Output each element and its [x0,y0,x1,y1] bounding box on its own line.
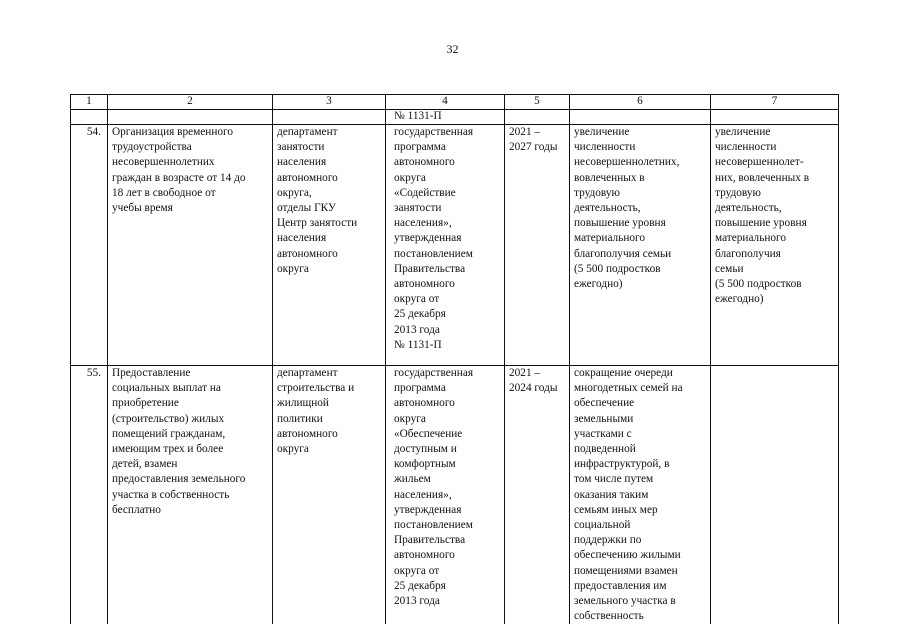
indicator-cell [711,125,839,366]
cell-line: 2024 годы [509,382,558,395]
cell-line: округа от [394,564,440,577]
continuation-cell [505,110,570,125]
cell-line: том числе путем [574,473,654,486]
cell-line: подведенной [574,443,636,456]
cell-line: материального [715,232,787,245]
cell-line: увеличение [715,126,771,138]
cell-line: учебы время [112,202,173,215]
cell-line: автономного [277,427,338,440]
cell-line: (5 500 подростков [574,262,661,275]
cell-line: трудоустройства [112,141,192,154]
cell-line: занятости [394,202,442,215]
cell-line: 2027 годы [509,141,558,154]
cell-line: департамент [277,126,338,138]
cell-line: сокращение очереди [574,367,673,379]
cell-line: доступным и [394,443,457,456]
cell-line: отделы ГКУ [277,202,336,215]
continuation-cell [570,110,711,125]
cell-line: ежегодно) [715,293,764,306]
cell-line: округа [277,443,309,456]
header-cell: 1 [71,95,108,110]
cell-line: комфортным [394,458,456,471]
cell-line: жилищной [277,397,329,410]
cell-line: Предоставление [112,367,191,379]
cell-line: социальной [574,519,631,532]
cell-line: «Обеспечение [394,427,463,440]
cell-line: численности [715,141,777,154]
cell-line: утвержденная [394,232,462,245]
cell-line: деятельность, [715,202,782,215]
cell-line: увеличение [574,126,630,138]
cell-line: (5 500 подростков [715,278,802,291]
cell-line: собственность [574,610,644,623]
header-cell: 3 [273,95,386,110]
cell-line: земельными [574,412,634,425]
cell-line: постановлением [394,519,473,532]
cell-line: утвержденная [394,503,462,516]
period-cell [505,366,570,625]
cell-line: них, вовлеченных в [715,171,810,184]
cell-line: детей, взамен [112,458,178,471]
cell-line: Центр занятости [277,217,358,230]
period-cell [505,125,570,366]
header-row [71,95,839,110]
cell-line: материального [574,232,646,245]
cell-line: автономного [394,278,455,291]
cell-line: департамент [277,367,338,379]
cell-line: имеющим трех и более [112,443,224,456]
cell-line: 2021 – [509,367,541,379]
cell-line: помещений гражданам, [112,427,226,440]
cell-line: автономного [394,549,455,562]
cell-line: участками с [574,427,632,440]
cell-line: численности [574,141,636,154]
cell-line: программа [394,141,446,154]
cell-line: Правительства [394,534,466,547]
cell-line: населения», [394,217,452,230]
header-cell: 2 [108,95,273,110]
cell-line: округа от [394,293,440,306]
table-row [71,125,839,366]
cell-line: постановлением [394,247,473,260]
cell-line: деятельность, [574,202,641,215]
continuation-cell [108,110,273,125]
cell-line: земельного участка в [574,595,676,608]
page-number: 32 [446,42,459,56]
cell-line: 2013 года [394,595,440,608]
header-cell: 5 [505,95,570,110]
cell-line: Правительства [394,262,466,275]
cell-line: программа [394,382,446,395]
cell-line: обеспечению жилыми [574,549,681,562]
program-table [70,94,839,624]
program-cell [386,366,505,625]
cell-line: 2013 года [394,323,440,336]
cell-line: населения [277,156,327,169]
cell-line: занятости [277,141,325,154]
cell-line: политики [277,412,323,425]
cell-line: поддержки по [574,534,642,547]
cell-line: автономного [394,156,455,169]
cell-line: автономного [277,247,338,260]
cell-line: ежегодно) [574,278,623,291]
cell-line: населения [277,232,327,245]
cell-line: автономного [277,171,338,184]
cell-line: 25 декабря [394,308,446,321]
cell-line: № 1131-П [394,338,442,351]
cell-line: благополучия семьи [574,247,672,260]
cell-line: бесплатно [112,503,161,516]
cell-line: повышение уровня [715,217,807,230]
cell-line: строительства и [277,382,355,395]
activity-cell [108,366,273,625]
result-cell [570,125,711,366]
cell-line: приобретение [112,397,179,410]
header-cell: 7 [711,95,839,110]
table-row [71,366,839,625]
cell-line: округа [394,412,426,425]
row-number: 54. [71,125,108,366]
cell-line: несовершеннолетних [112,156,215,169]
cell-line: государственная [394,367,474,379]
cell-line: округа, [277,186,312,199]
continuation-cell [711,110,839,125]
result-cell [570,366,711,625]
cell-line: граждан в возрасте от 14 до [112,171,246,184]
cell-line: оказания таким [574,488,649,501]
cell-line: несовершеннолет- [715,156,804,169]
cell-line: обеспечение [574,397,635,410]
indicator-cell [711,366,839,625]
cell-line: трудовую [574,186,620,199]
header-cell: 4 [386,95,505,110]
header-cell: 6 [570,95,711,110]
continuation-cell [71,110,108,125]
cell-line: предоставления им [574,579,667,592]
cell-line: округа [277,262,309,275]
program-cell [386,125,505,366]
cell-line: автономного [394,397,455,410]
cell-line: предоставления земельного [112,473,246,486]
continuation-cell: № 1131-П [386,110,505,125]
cell-line: 18 лет в свободное от [112,186,216,199]
cell-line: округа [394,171,426,184]
cell-line: населения», [394,488,452,501]
cell-line: семьи [715,262,744,275]
cell-line: помещениями взамен [574,564,678,577]
cell-line: трудовую [715,186,761,199]
cell-line: благополучия [715,247,781,260]
cell-line: «Содействие [394,186,456,199]
cell-line: жильем [394,473,431,486]
executor-cell [273,366,386,625]
cell-line: участка в собственность [112,488,230,501]
cell-line: семьям иных мер [574,503,658,516]
cell-line: Организация временного [112,126,234,138]
cell-line: социальных выплат на [112,382,221,395]
continuation-cell [273,110,386,125]
cell-line: 25 декабря [394,579,446,592]
cell-line: инфраструктурой, в [574,458,670,471]
cell-line: многодетных семей на [574,382,683,395]
executor-cell [273,125,386,366]
cell-line: повышение уровня [574,217,666,230]
activity-cell [108,125,273,366]
cell-line: несовершеннолетних, [574,156,680,169]
continuation-row [71,110,839,125]
cell-line: (строительство) жилых [112,412,225,425]
row-number: 55. [71,366,108,625]
cell-line: 2021 – [509,126,541,138]
cell-line: вовлеченных в [574,171,645,184]
cell-line: государственная [394,126,474,138]
